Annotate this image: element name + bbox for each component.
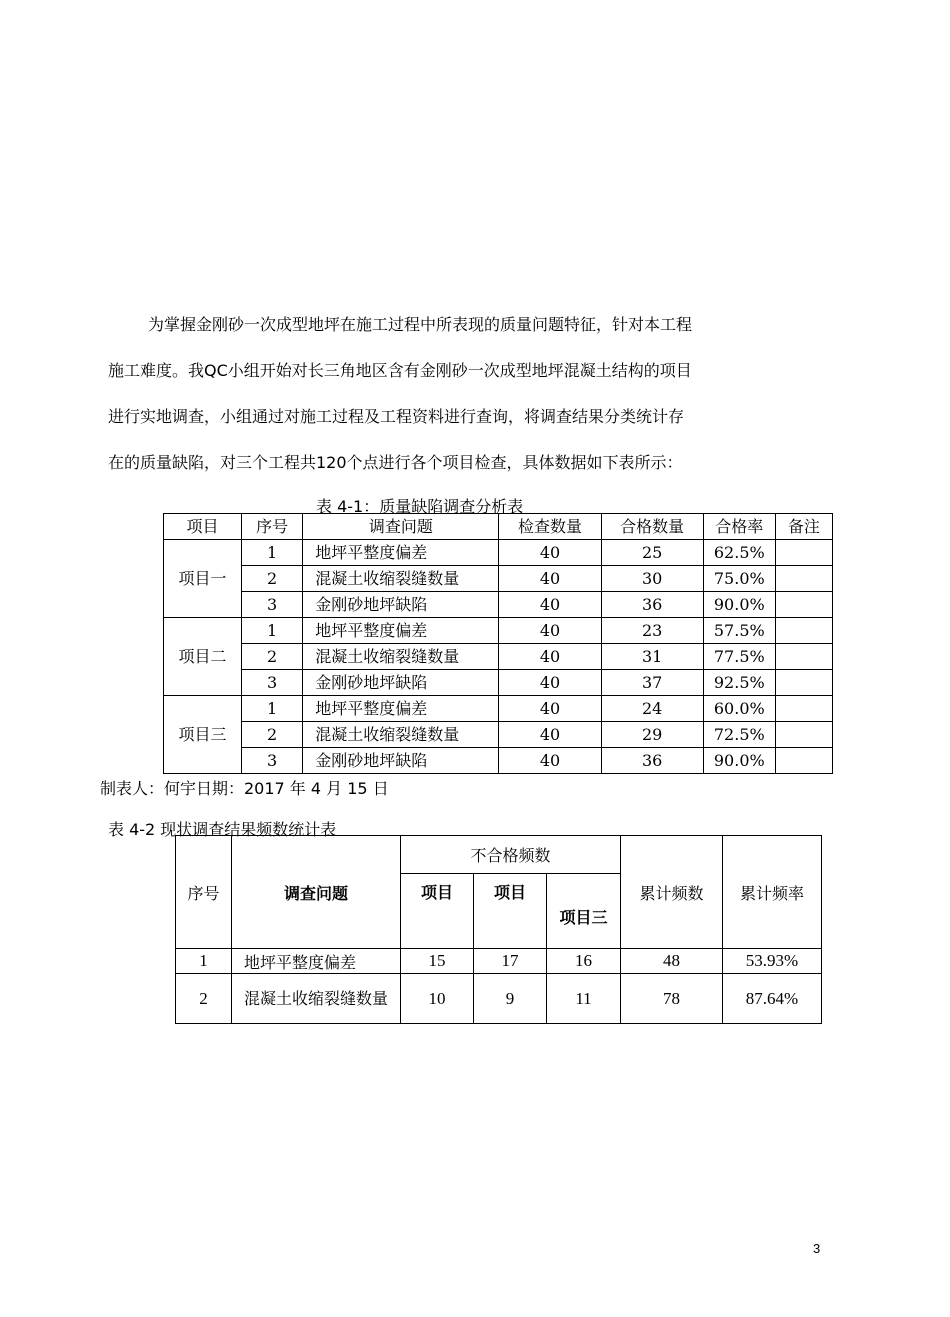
cell-rate: 57.5% (703, 618, 775, 644)
project-name-cell: 项目一 (164, 540, 242, 618)
cell-note (775, 670, 832, 696)
cell-p3: 16 (547, 949, 621, 974)
cell-checked: 40 (499, 670, 601, 696)
header-cell: 合格率 (703, 514, 775, 540)
cell-checked: 40 (499, 722, 601, 748)
cell-checked: 40 (499, 540, 601, 566)
cell-no: 1 (176, 949, 232, 974)
intro-paragraph (108, 302, 788, 486)
quality-defect-table (163, 513, 833, 774)
cell-checked: 40 (499, 618, 601, 644)
cell-passed: 36 (601, 592, 703, 618)
cell-cum: 48 (621, 949, 723, 974)
table-header-row (164, 514, 833, 540)
cell-issue: 地坪平整度偏差 (232, 949, 401, 974)
header-cell: 备注 (775, 514, 832, 540)
cell-passed: 31 (601, 644, 703, 670)
cell-issue: 混凝土收缩裂缝数量 (303, 722, 499, 748)
cell-note (775, 722, 832, 748)
table1-caption: 表 4-1：质量缺陷调查分析表 (316, 497, 524, 516)
cell-issue: 混凝土收缩裂缝数量 (232, 974, 401, 1024)
cell-no: 1 (242, 540, 303, 566)
cell-issue: 地坪平整度偏差 (303, 618, 499, 644)
cell-note (775, 540, 832, 566)
table-row (164, 670, 833, 696)
header-cell: 调查问题 (303, 514, 499, 540)
frequency-table (175, 835, 822, 1024)
cell-passed: 23 (601, 618, 703, 644)
cell-note (775, 748, 832, 774)
cell-no: 3 (242, 592, 303, 618)
cell-passed: 36 (601, 748, 703, 774)
header-cell: 累计频数 (621, 836, 723, 949)
table2-caption: 表 4-2 现状调查结果频数统计表 (108, 820, 337, 839)
cell-note (775, 566, 832, 592)
cell-no: 3 (242, 670, 303, 696)
cell-issue: 金刚砂地坪缺陷 (303, 748, 499, 774)
cell-p1: 10 (401, 974, 474, 1024)
header-cell: 检查数量 (499, 514, 601, 540)
cell-note (775, 592, 832, 618)
cell-checked: 40 (499, 748, 601, 774)
cell-cum: 78 (621, 974, 723, 1024)
cell-no: 1 (242, 618, 303, 644)
cell-no: 2 (242, 566, 303, 592)
header-cell: 项目 (401, 874, 474, 949)
cell-cum-rate: 87.64% (723, 974, 822, 1024)
table-row (164, 644, 833, 670)
header-cell: 项目 (164, 514, 242, 540)
cell-p2: 17 (474, 949, 547, 974)
table-row (164, 566, 833, 592)
header-cell: 项目 (474, 874, 547, 949)
cell-checked: 40 (499, 566, 601, 592)
cell-rate: 72.5% (703, 722, 775, 748)
table-row (164, 540, 833, 566)
cell-issue: 混凝土收缩裂缝数量 (303, 644, 499, 670)
cell-rate: 60.0% (703, 696, 775, 722)
project-name-cell: 项目三 (164, 696, 242, 774)
cell-p2: 9 (474, 974, 547, 1024)
intro-line: 施工难度。我QC小组开始对长三角地区含有金刚砂一次成型地坪混凝土结构的项目 (108, 361, 692, 380)
table-row (164, 748, 833, 774)
table-row (164, 696, 833, 722)
table1-footer: 制表人：何宇日期：2017 年 4 月 15 日 (100, 779, 389, 798)
header-cell: 调查问题 (232, 836, 401, 949)
cell-passed: 29 (601, 722, 703, 748)
cell-no: 1 (242, 696, 303, 722)
header-cell: 序号 (242, 514, 303, 540)
cell-passed: 25 (601, 540, 703, 566)
header-cell: 不合格频数 (401, 836, 621, 874)
table-row (176, 949, 822, 974)
cell-p3: 11 (547, 974, 621, 1024)
table-row (164, 618, 833, 644)
cell-no: 3 (242, 748, 303, 774)
intro-line: 进行实地调查，小组通过对施工过程及工程资料进行查询，将调查结果分类统计存 (108, 407, 685, 426)
table-header-row (176, 836, 822, 874)
header-cell: 项目三 (547, 874, 621, 949)
cell-rate: 75.0% (703, 566, 775, 592)
cell-issue: 地坪平整度偏差 (303, 540, 499, 566)
cell-passed: 30 (601, 566, 703, 592)
cell-no: 2 (242, 644, 303, 670)
cell-issue: 金刚砂地坪缺陷 (303, 670, 499, 696)
cell-passed: 37 (601, 670, 703, 696)
cell-checked: 40 (499, 696, 601, 722)
intro-line: 在的质量缺陷，对三个工程共120个点进行各个项目检查，具体数据如下表所示： (108, 453, 683, 472)
cell-rate: 92.5% (703, 670, 775, 696)
cell-rate: 62.5% (703, 540, 775, 566)
cell-issue: 混凝土收缩裂缝数量 (303, 566, 499, 592)
cell-no: 2 (176, 974, 232, 1024)
header-cell: 累计频率 (723, 836, 822, 949)
cell-note (775, 696, 832, 722)
page-number: 3 (813, 1241, 821, 1256)
cell-checked: 40 (499, 592, 601, 618)
cell-note (775, 644, 832, 670)
cell-rate: 90.0% (703, 592, 775, 618)
cell-note (775, 618, 832, 644)
table-row (176, 974, 822, 1024)
intro-line: 为掌握金刚砂一次成型地坪在施工过程中所表现的质量问题特征，针对本工程 (148, 315, 693, 334)
cell-issue: 金刚砂地坪缺陷 (303, 592, 499, 618)
cell-cum-rate: 53.93% (723, 949, 822, 974)
header-cell: 序号 (176, 836, 232, 949)
cell-issue: 地坪平整度偏差 (303, 696, 499, 722)
cell-passed: 24 (601, 696, 703, 722)
cell-no: 2 (242, 722, 303, 748)
cell-rate: 77.5% (703, 644, 775, 670)
table-row (164, 722, 833, 748)
cell-p1: 15 (401, 949, 474, 974)
project-name-cell: 项目二 (164, 618, 242, 696)
header-cell: 合格数量 (601, 514, 703, 540)
cell-rate: 90.0% (703, 748, 775, 774)
table-row (164, 592, 833, 618)
cell-checked: 40 (499, 644, 601, 670)
